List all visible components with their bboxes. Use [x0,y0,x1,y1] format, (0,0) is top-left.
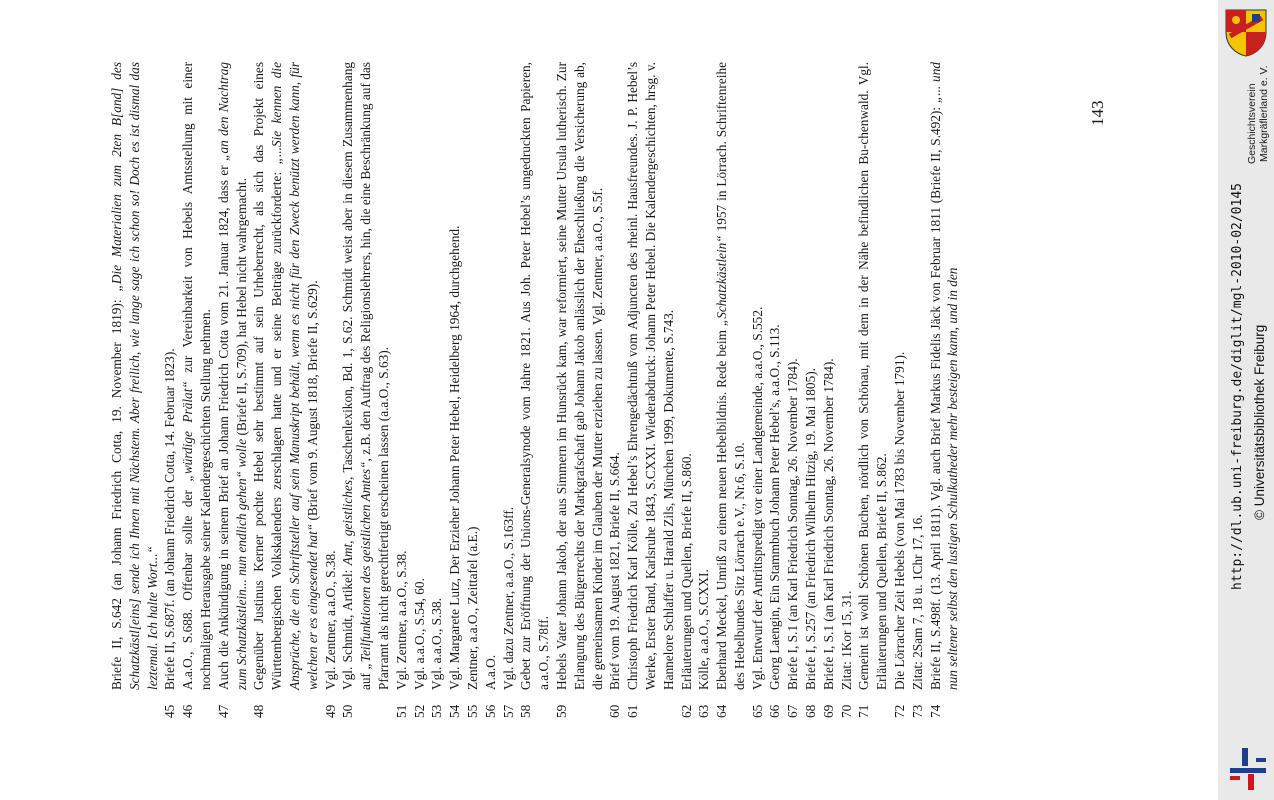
footnote-number: 54 [447,704,463,718]
footnote-number: 64 [714,704,730,718]
university-logo-icon [1226,744,1270,792]
footnote-text: Gegenüber Justinus Kerner pochte Hebel sehr bestimmt auf sein Urheberrecht, als sich das Projekt eines Württembergischen Volkskalenders zerschlagen hatte und er seine Beiträge zurückforderte: „...Sie kennen die Ansprüche, die ein Schriftsteller auf sein Manuskript behält, wenn es nicht für den Zweck benützt werden kann, für welchen er es eingesendet hat“ (Brief vom 9. August 1818, Briefe II, S.629). [251,62,320,690]
society-line-1: Geschichtsverein [1246,83,1258,164]
footnote-number: 51 [393,704,409,718]
footnote [250,62,321,720]
footnote-number: 58 [518,704,534,718]
society-line-2: Markgräflerland e. V. [1258,65,1270,162]
footnote [446,62,464,720]
footnote-text: Briefe II, S.687f. (an Johann Friedrich Cotta, 14. Februar 1823). [162,348,178,690]
footnote-number: 56 [482,704,498,718]
footnote [393,62,411,720]
footnote-text: Gemeint ist wohl Schönen Buchen, nördlich von Schönau, mit dem in der Nähe befindlichen Bu-chenwald. Vgl. Erläuterungen und Quellen, Briefe II, S.862. [856,62,890,690]
footnote-text: Kölle, a.a.O., S.CXXI. [696,569,712,690]
footnote-number: 63 [696,704,712,718]
footnote-number: 69 [820,704,836,718]
footnote [464,62,482,720]
footnote-number: 48 [251,704,267,718]
footnote-text: A.a.O. [482,654,498,690]
footnote-number: 66 [767,704,783,718]
footnote-number: 70 [838,704,854,718]
footnote-text: Briefe II, S.498f. (13. April 1811). Vgl. auch Brief Markus Fidelis Jäck von Februar 1811 (Briefe II, S.492): „... und nun seltener selbst den lustigen Schulkatheder mehr besteigen kann, und in den [927,62,961,690]
footnote [606,62,624,720]
footnote [927,62,963,720]
footnote-number: 67 [785,704,801,718]
page-number: 143 [1088,100,1107,126]
footnote [749,62,767,720]
footnote-text: Vgl. Entwurf der Antrittspredigt vor einer Landgemeinde, a.a.O., S.552. [749,306,765,690]
footnote [517,62,553,720]
footnote-number: 49 [322,704,338,718]
footnote-text: Die Lörracher Zeit Hebels (von Mai 1783 bis November 1791). [892,351,908,690]
footnote-number: 53 [429,704,445,718]
footnote [179,62,215,720]
permalink[interactable]: http://dl.ub.uni-freiburg.de/diglit/mgl-2010-02/0145 [1230,183,1245,590]
footnote [553,62,606,720]
url-column [1230,0,1268,800]
footnote-text: Zitat: 2Sam 7, 18 u. 1Chr 17, 16. [909,514,925,690]
footnote-number: 46 [180,704,196,718]
footnote-number: 45 [162,704,178,718]
footnote-number: 74 [927,704,943,718]
footnote [695,62,713,720]
footnote [784,62,802,720]
footnote [322,62,340,720]
footnote [624,62,677,720]
footnote-number: 65 [749,704,765,718]
footnote-number: 68 [803,704,819,718]
footnote [482,62,500,720]
footnote-number: 60 [607,704,623,718]
footnote-text: Vgl. a.a.O., S.54, 60. [411,578,427,690]
footnote-number: 62 [678,704,694,718]
footnote [428,62,446,720]
footnote [802,62,820,720]
footnote [909,62,927,720]
footnote-text: Vgl. a.a.O., S.38. [429,598,445,690]
footnote-text: Zentner, a.a.O., Zeittafel (a.E.) [464,526,480,690]
footnote-text: Vgl. Zentner, a.a.O., S.38. [393,550,409,690]
footnote-text: Erläuterungen und Quellen, Briefe II, S.860. [678,453,694,690]
footnote-text: Gebet zur Eröffnung der Unions-Generalsynode vom Jahre 1821. Aus Joh. Peter Hebel’s ungedruckten Papieren, a.a.O., S.78ff. [518,62,552,690]
footnote [678,62,696,720]
footnote-text: Hebels Vater Johann Jakob, der aus Simmern im Hunsrück kam, war reformiert, seine Mutter Ursula lutherisch. Zur Erlangung des Bürgerrechts der Markgrafschaft gab Johann Jakob anlässlich der Eheschließung die Versicherung ab, die gemeinsamen Kinder im Glauben der Mutter erziehen zu lassen. Vgl. Zentner, a.a.O., S.5f. [553,62,605,690]
footnote-text: Vgl. dazu Zentner, a.a.O., S.163ff. [500,506,516,690]
footnote-number: 72 [892,704,908,718]
footnote [411,62,429,720]
footnote-number: 50 [340,704,356,718]
footnote-text: Georg Laengin, Ein Stammbuch Johann Peter Hebel’s, a.a.O., S.113. [767,324,783,690]
footnote-text: Vgl. Schmidt, Artikel: Amt, geistliches, Taschenlexikon, Bd. 1, S.62. Schmidt weist aber in diesem Zusammenhang auf „Teilfunktionen des geistlichen Amtes“, z.B. den Auftrag des Religionslehrers, hin, die eine Beschränkung auf das Pfarramt als nicht gerechtfertigt erscheinen lassen (a.a.O., S.63). [340,62,391,690]
footnote [820,62,838,720]
footnote-text: Vgl. Margarete Lutz, Der Erzieher Johann Peter Hebel, Heidelberg 1964, durchgehend. [447,225,463,690]
footnote-text: Brief vom 19. August 1821, Briefe II, S.664. [607,452,623,690]
footnote [500,62,518,720]
footnote [891,62,909,720]
footnote-list [108,62,962,720]
footnote [855,62,891,720]
footnote-number: 47 [215,704,231,718]
footnote-text: Eberhard Meckel, Umriß zu einem neuen Hebelbildnis. Rede beim „Schatzkästlein“ 1957 in Lörrach. Schriftenreihe des Hebelbundes Sitz Lörrach e.V., Nr.6, S.10. [714,61,747,690]
footnote [766,62,784,720]
footnote-text: Briefe II, S.642 (an Johann Friedrich Cotta, 19. November 1819): „Die Materialien zum 2ten B[and] des Schatzkästl[eins] sende ich Ihnen mit Nächstem. Aber freilich, wie lange sage ich schon so! Doch es ist dismal das leztemal. Ich halte Wort...“ [109,61,160,690]
footnote-number: 57 [500,704,516,718]
footnote-number: 55 [464,704,480,718]
copyright-notice: © Universitätsbibliothek Freiburg [1252,324,1267,520]
footnote [838,62,856,720]
footnote-text: Zitat: 1Kor 15, 31. [838,590,854,690]
footnote [161,62,179,720]
footnote-number: 73 [909,704,925,718]
footnote-text: Christoph Friedrich Karl Kölle, Zu Hebel’s Ehrengedächtniß vom Adjuncten des rheinl. Hausfreundes. J. P. Hebel’s Werke, Erster Band, Karlsruhe 1843, S.CXXI. Wiederabdruck: Johann Peter Hebel. Die Kalendergeschichten, hrsg. v. Hannelore Schlaffer u. Harald Zils, München 1999, Dokumente, S.743. [625,62,676,690]
footnote [339,62,392,720]
footnote-number: 61 [625,704,641,718]
footnote-text: Auch die Ankündigung in seinem Brief an Johann Friedrich Cotta vom 21. Januar 1824, dass er „an den Nachtrag zum Schatzkästlein... nun endlich gehen“ wolle (Briefe II, S.709), hat Hebel nicht wahrgemacht. [215,62,249,690]
footnote-text: Vgl. Zentner, a.a.O., S.38. [322,550,338,690]
footnote-text: Briefe I, S.1 (an Karl Friedrich Sonntag, 26. November 1784). [820,358,836,690]
footnote-number: 71 [856,704,872,718]
footnote-text: Briefe I, S.257 (an Friedrich Wilhelm Hitzig, 19. Mai 1805). [803,368,819,690]
footnote [108,62,161,720]
footnote [215,62,251,720]
footnote-text: Briefe I, S.1 (an Karl Friedrich Sonntag, 26. November 1784). [785,358,801,690]
footnote-number: 52 [411,704,427,718]
footnote-number: 59 [553,704,569,718]
footnote-text: A.a.O., S.688. Offenbar sollte der „würdige Prälat“ zur Vereinbarkeit von Hebels Amtsstellung mit einer nochmaligen Herausgabe seiner Kalendergeschichten Stellung nehmen. [180,62,213,690]
footnote [713,62,749,720]
